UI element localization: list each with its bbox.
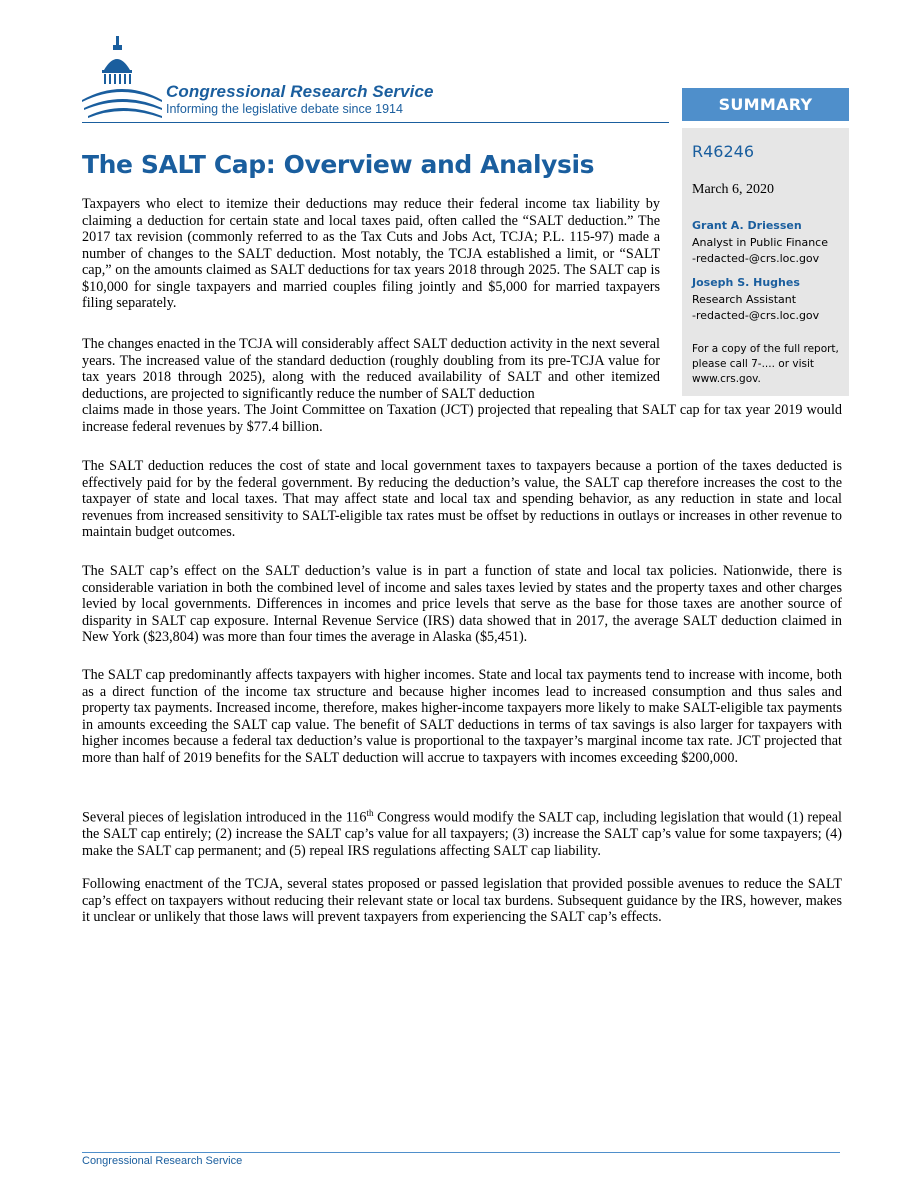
body-paragraph: The SALT cap predominantly affects taxpayers with higher incomes. State and local tax payments tend to increase with income, both as a direct function of the income tax structure and because higher incomes lead to increased consumption and thus sales and property tax payments. Increased income, therefore, makes higher-income taxpayers more likely to make SALT-eligible tax payments in amounts exceeding the SALT cap value. The benefit of SALT deductions in terms of tax savings is also larger for taxpayers with higher incomes because a federal tax deduction’s value is proportional to the taxpayer’s marginal income tax rate. JCT projected that more than half of 2019 benefits for the SALT deduction will accrue to taxpayers with incomes exceeding $200,000. <box>82 667 842 766</box>
author-name: Joseph S. Hughes <box>692 276 800 289</box>
author-role: Analyst in Public Finance <box>692 235 829 249</box>
header-divider <box>82 122 669 123</box>
org-tagline: Informing the legislative debate since 1914 <box>166 102 403 116</box>
copy-note: For a copy of the full report, please call 7-.... or visit www.crs.gov. <box>692 343 839 385</box>
author-name: Grant A. Driessen <box>692 219 802 232</box>
body-paragraph: The changes enacted in the TCJA will considerably affect SALT deduction activity in the next several years. The increased value of the standard deduction (roughly doubling from its pre-TCJA value for tax years 2018 through 2025), along with the reduced availability of SALT and other itemized deductions, are projected to significantly reduce the number of SALT deduction <box>82 336 660 402</box>
body-paragraph: Taxpayers who elect to itemize their deductions may reduce their federal income tax liability by claiming a deduction for certain state and local taxes paid, often called the “SALT deduction.” The 2017 tax revision (commonly referred to as the Tax Cuts and Jobs Act, TCJA; P.L. 115-97) made a number of changes to the SALT deduction. Most notably, the TCJA established a limit, or “SALT cap,” on the amounts claimed as SALT deductions for tax years 2018 through 2025. The SALT cap is $10,000 for single taxpayers and married couples filing jointly and $5,000 for married taxpayers filing separately. <box>82 196 660 311</box>
legislation-paragraph: Several pieces of legislation introduced in the 116th Congress would modify the SALT cap, including legislation that would (1) repeal the SALT cap entirely; (2) increase the SALT cap’s value for all taxpayers; (3) increase the SALT cap’s value for some taxpayers; (4) make the SALT cap permanent; and (5) repeal IRS regulations affecting SALT cap liability. <box>82 808 842 859</box>
author-email[interactable]: -redacted-@crs.loc.gov <box>692 309 820 322</box>
page-title: The SALT Cap: Overview and Analysis <box>82 150 595 179</box>
body-paragraph: claims made in those years. The Joint Committee on Taxation (JCT) projected that repealing that SALT cap for tax year 2019 would increase federal revenues by $77.4 billion. <box>82 402 842 435</box>
author-role: Research Assistant <box>692 292 797 306</box>
summary-sidebar <box>682 128 849 396</box>
author-block <box>692 218 828 268</box>
crs-logo <box>82 34 482 124</box>
footer-text: Congressional Research Service <box>82 1155 243 1167</box>
summary-heading: SUMMARY <box>682 88 849 121</box>
author-email[interactable]: -redacted-@crs.loc.gov <box>692 252 820 265</box>
body-paragraph: Following enactment of the TCJA, several states proposed or passed legislation that provided possible avenues to reduce the SALT cap’s effect on taxpayers without reducing their relevant state or local tax burdens. Subsequent guidance by the IRS, however, makes it unclear or unlikely that those laws will prevent taxpayers from experiencing the SALT cap’s effects. <box>82 876 842 925</box>
org-name: Congressional Research Service <box>166 82 434 101</box>
footer-divider <box>82 1152 840 1153</box>
body-paragraph: The SALT cap’s effect on the SALT deduction’s value is in part a function of state and local tax policies. Nationwide, there is considerable variation in both the combined level of income and sales taxes levied by states and the property taxes and other charges levied by local governments. Differences in incomes and price levels that serve as the base for those taxes are another source of disparity in SALT cap exposure. Internal Revenue Service (IRS) data showed that in 2017, the average SALT deduction claimed in New York ($23,804) was more than four times the average in Alaska ($5,451). <box>82 563 842 645</box>
report-date: March 6, 2020 <box>692 182 775 197</box>
report-id: R46246 <box>692 142 755 161</box>
body-paragraph: The SALT deduction reduces the cost of state and local government taxes to taxpayers because a portion of the taxes deducted is effectively paid for by the federal government. By reducing the deduction’s value, the SALT cap therefore increases the cost to the taxpayer of state and local taxes. That may affect state and local tax and spending behavior, as any reduction in state and local revenues from increased sensitivity to SALT-eligible tax rates must be offset by reductions in outlays or increases in other revenue to maintain budget outcomes. <box>82 458 842 540</box>
capitol-dome-icon <box>82 34 164 124</box>
author-block <box>692 275 819 325</box>
